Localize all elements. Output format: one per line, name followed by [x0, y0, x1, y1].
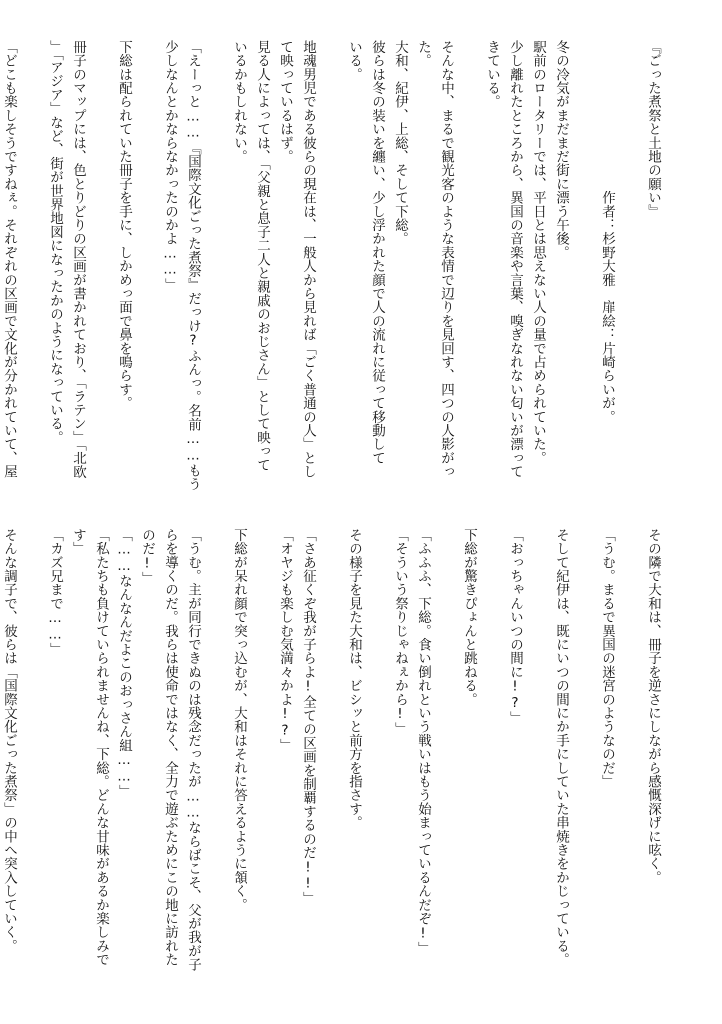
- upper-text-line: 地魂男児である彼らの現在は、一般人から見れば「ごく普通の人」とし: [300, 40, 316, 479]
- lower-text-line: [250, 528, 273, 998]
- lower-text-line: [480, 528, 503, 998]
- lower-text-line: 「そういう祭りじゃねぇから!」: [392, 528, 408, 736]
- lower-text-line: らを導くのだ。我らは使命ではなく、全力で遊ぶためにこの地に訪れた: [162, 528, 178, 967]
- lower-text-line: 「うむ。主が同行できぬのは残念だったが……ならばこそ、父が我が子: [185, 528, 201, 972]
- lower-text-line: その隣で大和は、冊子を逆さにしながら感慨深げに呟く。: [645, 528, 661, 885]
- upper-text-line: 作者：杉野大雅 扉絵：片崎らいが。: [599, 40, 615, 424]
- upper-text-line: 「どこも楽しそうですねぇ。それぞれの区画で文化が分かれていて、屋: [1, 40, 17, 479]
- upper-text-line: きている。: [484, 40, 500, 109]
- upper-text-line: [319, 40, 342, 490]
- upper-text-line: 少し離れたところから、異国の音楽や言葉、嗅ぎなれない匂いが漂って: [507, 40, 523, 479]
- lower-text-line: 「おっちゃんいつの間に!?」: [507, 528, 523, 725]
- lower-text-line: 「うむ。まるで異国の迷宮のようなのだ」: [599, 528, 615, 789]
- lower-text-line: [20, 528, 43, 998]
- upper-text-line: 冊子のマップには、色とりどりの区画が書かれており、「ラテン」「北欧: [70, 40, 86, 479]
- upper-text-line: いる。: [346, 40, 362, 82]
- upper-text-line: [135, 40, 158, 490]
- lower-text-line: そんな調子で、彼らは「国際文化ごった煮祭」の中へ突入していく。: [1, 528, 17, 953]
- lower-text-line: 下総が呆れ顔で突っ込むが、大和はそれに答えるように頷く。: [231, 528, 247, 912]
- lower-text-block: [0, 528, 664, 998]
- lower-text-line: す」: [70, 528, 86, 556]
- lower-text-line: 「……なんなんだよこのおっさん組……」: [116, 528, 132, 799]
- upper-text-line: [572, 40, 595, 490]
- lower-text-line: [365, 528, 388, 998]
- lower-text-line: 下総が驚きぴょんと跳ねる。: [461, 528, 477, 707]
- upper-text-line: 」「アジア」など、街が世界地図になったかのようになっている。: [47, 40, 63, 445]
- upper-text-line: 大和、紀伊、上総、そして下総。: [392, 40, 408, 246]
- upper-text-block: [0, 40, 664, 490]
- lower-text-line: 「オヤジも楽しむ気満々かよ!?」: [277, 528, 293, 753]
- lower-text-line: [319, 528, 342, 998]
- upper-text-line: 少しなんとかならなかったのかよ……」: [162, 40, 178, 292]
- upper-text-line: [89, 40, 112, 490]
- upper-text-line: 下総は配られていた冊子を手に、しかめっ面で鼻を鳴らす。: [116, 40, 132, 410]
- upper-text-line: [204, 40, 227, 490]
- upper-text-line: 彼らは冬の装いを纏い、少し浮かれた顔で人の流れに従って移動して: [369, 40, 385, 465]
- upper-text-line: た。: [415, 40, 431, 68]
- lower-text-line: [434, 528, 457, 998]
- lower-text-line: [526, 528, 549, 998]
- upper-text-line: [20, 40, 43, 490]
- upper-text-line: そんな中、まるで観光客のような表情で辺りを見回す、四つの人影がっ: [438, 40, 454, 479]
- lower-text-line: 「私たちも負けていられませんね、下総。どんな甘味があるか楽しみで: [93, 528, 109, 967]
- upper-text-line: [618, 40, 641, 490]
- lower-text-line: [204, 528, 227, 998]
- upper-text-line: いるかもしれない。: [231, 40, 247, 164]
- lower-text-line: [572, 528, 595, 998]
- upper-text-line: [457, 40, 480, 490]
- lower-text-line: 「カズ兄まで……」: [47, 528, 63, 657]
- lower-text-line: そして紀伊は、既にいつの間にか手にしていた串焼きをかじっている。: [553, 528, 569, 967]
- upper-text-line: 駅前のロータリーでは、平日とは思えない人の量で占められていた。: [530, 40, 546, 465]
- lower-text-line: その様子を見た大和は、ビシッと前方を指さす。: [346, 528, 362, 830]
- upper-text-line: 見る人によっては、「父親と息子二人と親戚のおじさん」として映って: [254, 40, 270, 472]
- lower-text-line: 「さあ征くぞ我が子らよ!全ての区画を制覇するのだ!!」: [300, 528, 316, 906]
- upper-text-line: 冬の冷気がまだまだ街に漂う午後。: [553, 40, 569, 260]
- lower-text-line: のだ!」: [139, 528, 155, 586]
- upper-text-line: て映っているはず。: [277, 40, 293, 164]
- lower-text-line: [618, 528, 641, 998]
- upper-text-line: 「えーっと……『国際文化ごった煮祭』だっけ?ふんっ。名前……もう: [185, 40, 201, 491]
- lower-text-line: 「ふふふ、下総。食い倒れという戦いはもう始まっているんだぞ!」: [415, 528, 431, 956]
- upper-text-line: 『ごった煮祭と土地の願い』: [645, 40, 661, 219]
